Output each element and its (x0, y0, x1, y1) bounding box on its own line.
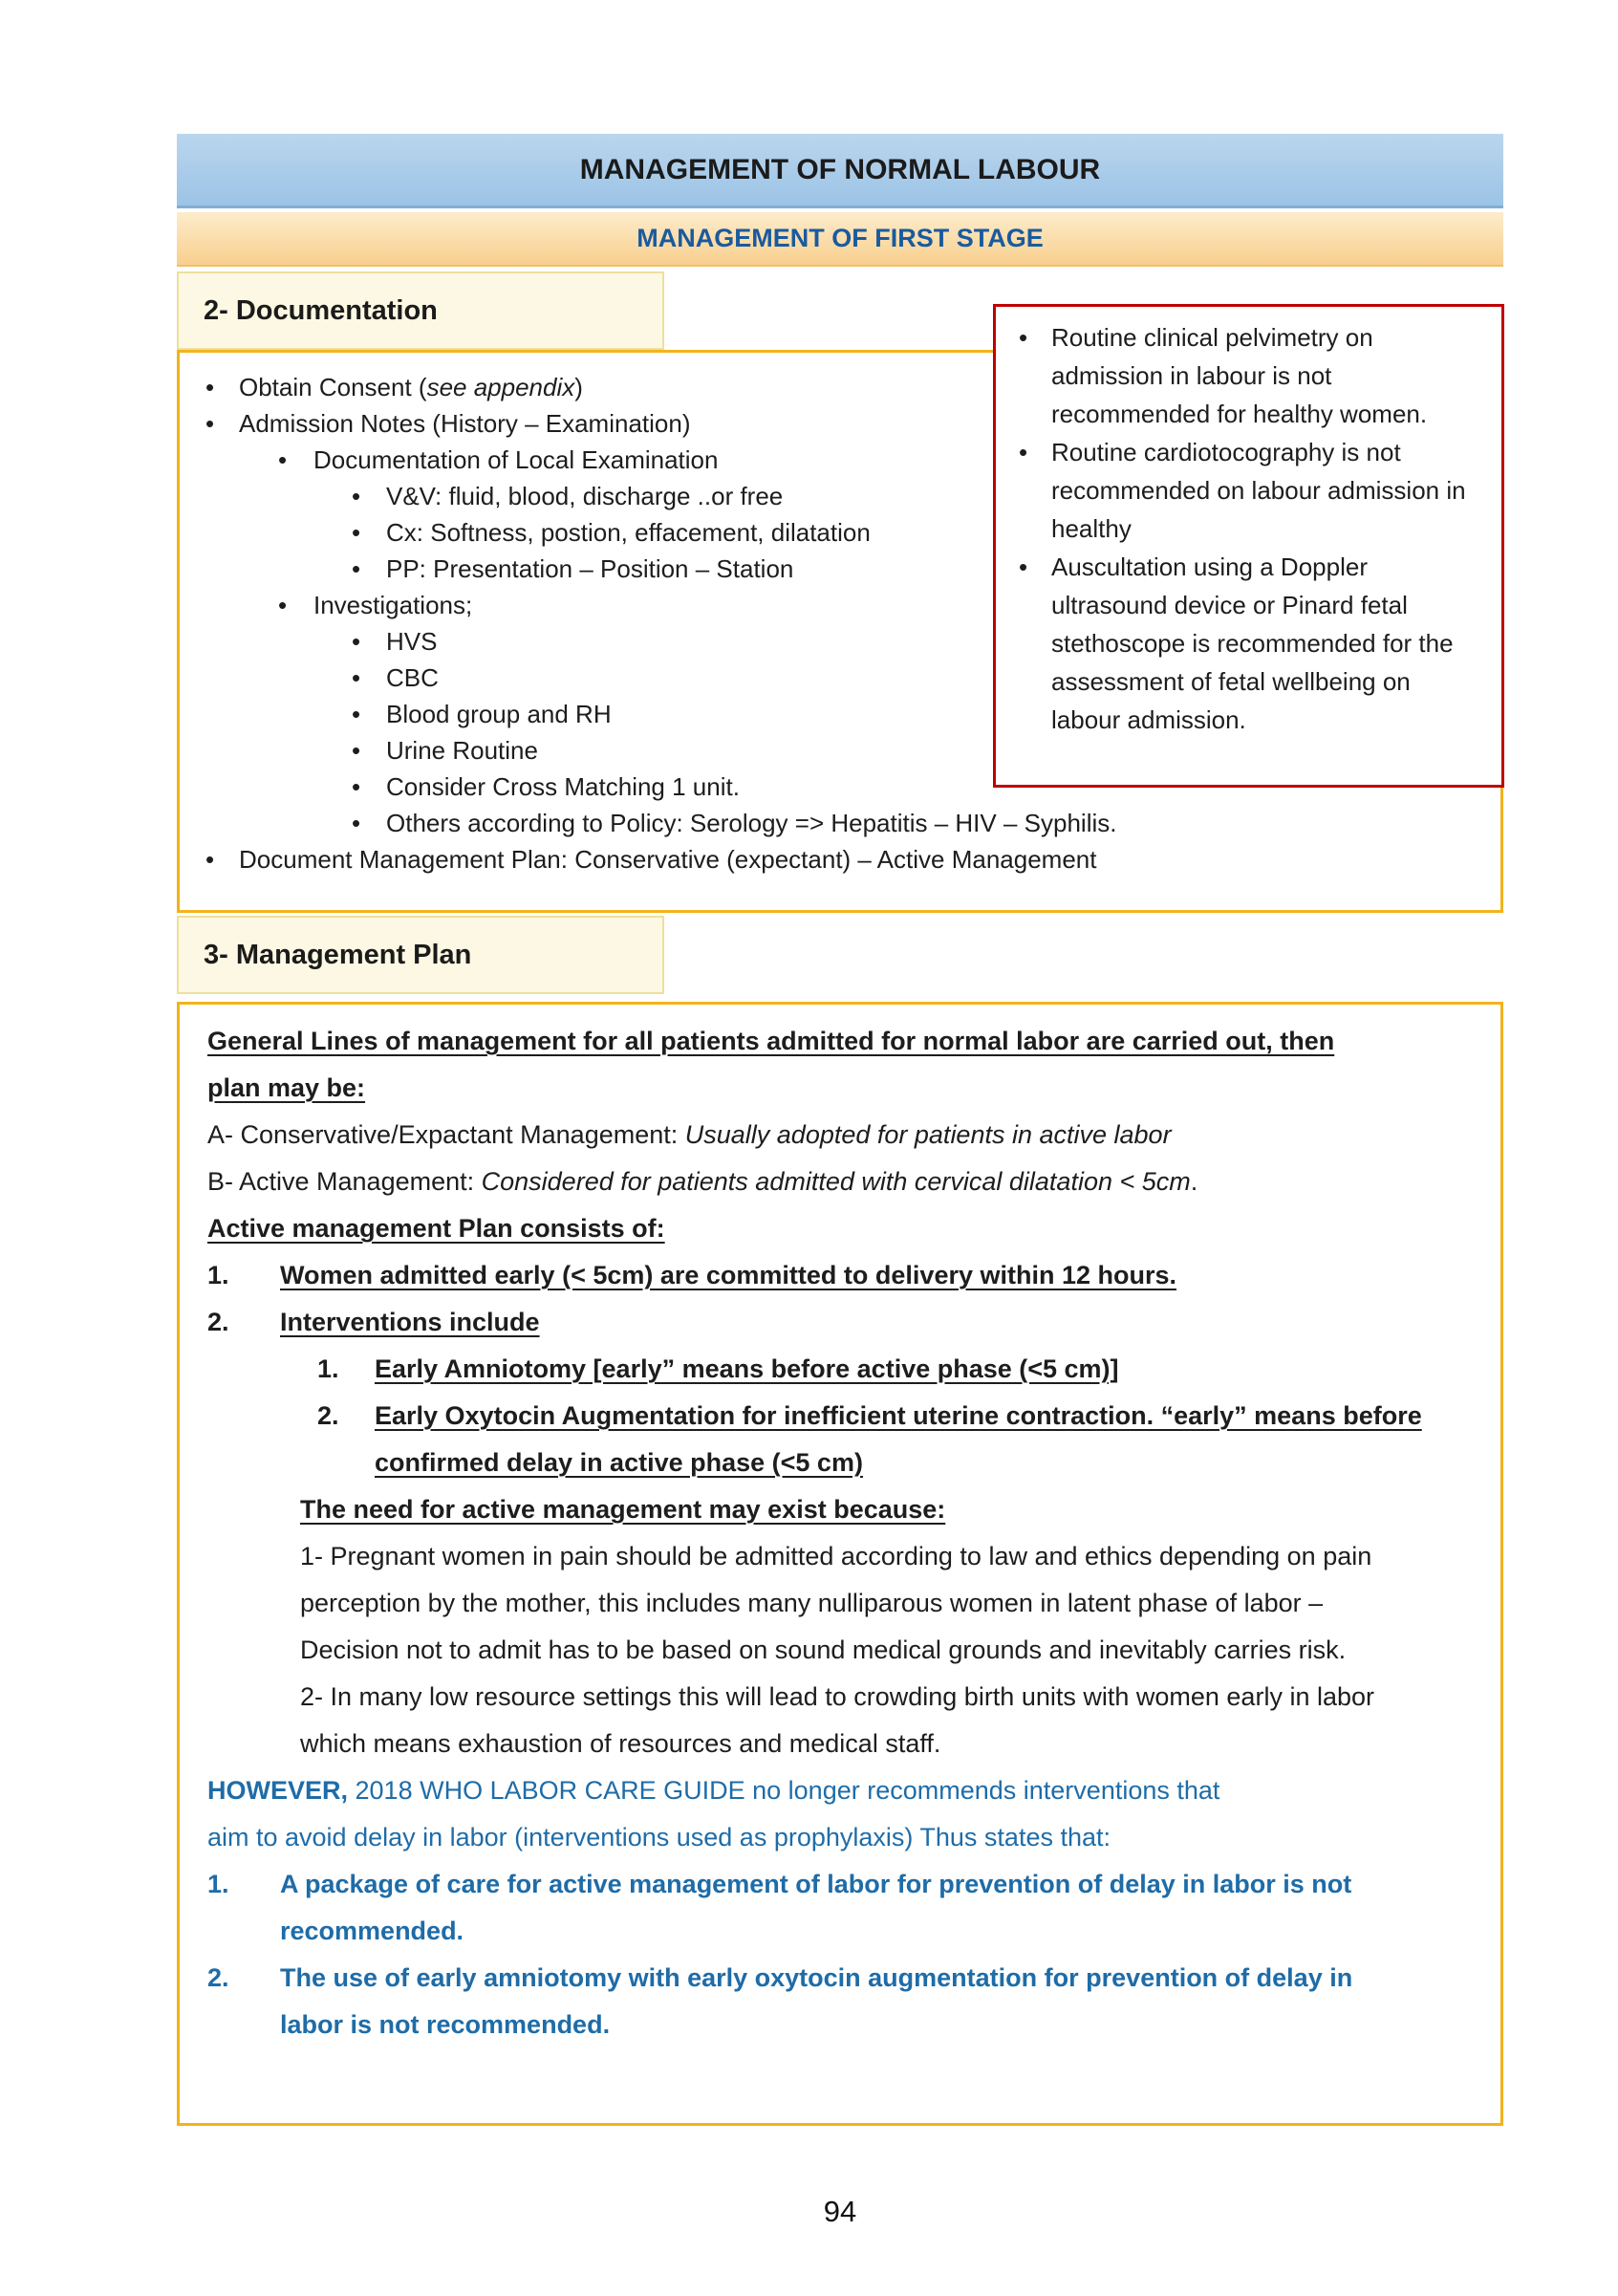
plan-line-active-plan-heading (207, 1205, 1474, 1252)
doc-item-text (386, 772, 740, 801)
recommendation-text: Auscultation using a Doppler ultrasound device or Pinard fetal stethoscope is recommended for the assessment of fetal wellbeing on labour admission. (1051, 552, 1454, 734)
bullet-icon: • (352, 736, 361, 765)
text-segment: Admission Notes (History – Examination) (239, 409, 691, 438)
bullet-icon: • (352, 700, 361, 728)
section-heading: 3- Management Plan (204, 939, 472, 970)
recommendation-item (996, 548, 1486, 739)
plan-line-text (300, 1495, 945, 1524)
list-number: 1. (207, 1261, 229, 1289)
bullet-icon: • (352, 772, 361, 801)
bullet-icon: • (352, 809, 361, 837)
plan-line-general-lines (207, 1018, 1392, 1112)
plan-line-text (300, 1542, 1371, 1664)
doc-item-text (386, 700, 612, 728)
text-segment: Documentation of Local Examination (313, 445, 719, 474)
recommendations-list (996, 318, 1486, 739)
text-segment: Early Amniotomy [early” means before active phase (<5 cm)] (375, 1354, 1119, 1383)
text-segment: HOWEVER, (207, 1776, 349, 1805)
doc-item-text (386, 518, 871, 547)
recommendations-box (993, 304, 1504, 788)
management-plan-box (177, 1002, 1503, 2126)
text-segment: Others according to Policy: Serology => Hepatitis – HIV – Syphilis. (386, 809, 1117, 837)
plan-line-text (207, 1120, 1172, 1149)
bullet-icon: • (278, 591, 288, 619)
plan-line-option-b (207, 1159, 1474, 1205)
bullet-icon: • (352, 627, 361, 656)
text-segment: Urine Routine (386, 736, 538, 765)
bullet-icon: • (352, 482, 361, 510)
section-heading: 2- Documentation (204, 294, 438, 326)
management-plan-content (180, 1005, 1500, 2048)
doc-list-item (180, 841, 1500, 877)
plan-line-option-a (207, 1112, 1474, 1159)
subtitle-bar (177, 212, 1503, 267)
plan-line-text (280, 1261, 1176, 1289)
recommendation-text: Routine clinical pelvimetry on admission in labour is not recommended for healthy women. (1051, 323, 1428, 428)
plan-line-who-rec-2 (207, 1955, 1385, 2048)
text-segment: Early Oxytocin Augmentation for inefficient uterine contraction. “early” means before confirmed delay in active phase (<5 cm) (375, 1401, 1422, 1477)
text-segment: Active management Plan consists of: (207, 1214, 665, 1243)
text-segment: The use of early amniotomy with early oxytocin augmentation for prevention of delay in labor is not recommended. (280, 1963, 1353, 2039)
plan-line-text (375, 1401, 1422, 1477)
bullet-icon: • (1019, 438, 1028, 466)
list-number: 1. (317, 1354, 339, 1383)
text-segment: V&V: fluid, blood, discharge ..or free (386, 482, 784, 510)
text-segment: B- Active Management: (207, 1167, 482, 1196)
text-segment: CBC (386, 663, 439, 692)
bullet-icon: • (278, 445, 288, 474)
text-segment: 1- Pregnant women in pain should be admitted according to law and ethics depending on pain perception by the mother, this includes many nulliparous women in latent phase of labor – Decision not to admit has to be based on sound medical grounds and inevitably carries risk. (300, 1542, 1372, 1664)
doc-item-text (239, 409, 691, 438)
text-segment: Women admitted early (< 5cm) are committed to delivery within 12 hours. (280, 1261, 1176, 1289)
bullet-icon: • (352, 663, 361, 692)
recommendation-item (996, 433, 1486, 548)
text-segment: 2018 WHO LABOR CARE GUIDE no longer recommends interventions that aim to avoid delay in labor (interventions used as prophylaxis) Thus states that: (207, 1776, 1220, 1852)
text-segment: Considered for patients admitted with cervical dilatation < 5cm (481, 1167, 1191, 1196)
text-segment: The need for active management may exist because: (300, 1495, 946, 1524)
bullet-icon: • (352, 518, 361, 547)
doc-item-text (239, 845, 1096, 874)
plan-line-plan-item-2 (207, 1299, 1474, 1346)
list-number: 2. (207, 1308, 229, 1336)
text-segment: Consider Cross Matching 1 unit. (386, 772, 740, 801)
doc-item-text (386, 482, 783, 510)
text-segment: Interventions include (280, 1308, 540, 1336)
plan-line-text (280, 1870, 1351, 1945)
text-segment: Usually adopted for patients in active labor (684, 1120, 1172, 1149)
doc-item-text (313, 591, 472, 619)
doc-item-text (386, 554, 793, 583)
plan-line-intervention-2 (207, 1393, 1474, 1486)
plan-line-who-note (207, 1767, 1259, 1861)
text-segment: Obtain Consent ( (239, 373, 427, 401)
text-segment: ) (574, 373, 583, 401)
text-segment: Document Management Plan: Conservative (expectant) – Active Management (239, 845, 1097, 874)
plan-line-text (207, 1776, 1219, 1852)
plan-line-plan-item-1 (207, 1252, 1474, 1299)
plan-line-who-rec-1 (207, 1861, 1385, 1955)
list-number: 2. (207, 1963, 229, 1992)
bullet-icon: • (205, 373, 215, 401)
doc-item-text (313, 445, 718, 474)
plan-line-text (300, 1682, 1374, 1758)
page-subtitle: MANAGEMENT OF FIRST STAGE (636, 224, 1044, 252)
plan-line-text (207, 1214, 665, 1243)
text-segment: PP: Presentation – Position – Station (386, 554, 794, 583)
plan-line-text (280, 1963, 1352, 2039)
text-segment: . (1190, 1167, 1198, 1196)
plan-line-text (375, 1354, 1119, 1383)
doc-item-text (386, 736, 538, 765)
text-segment: HVS (386, 627, 438, 656)
plan-line-need-heading (207, 1486, 1474, 1533)
text-segment: Blood group and RH (386, 700, 612, 728)
doc-item-text (386, 663, 439, 692)
bullet-icon: • (1019, 323, 1028, 352)
text-segment: A- Conservative/Expactant Management: (207, 1120, 685, 1149)
section-label-documentation (177, 271, 664, 350)
plan-line-text (207, 1027, 1334, 1102)
text-segment: A package of care for active management of labor for prevention of delay in labor is not recommended. (280, 1870, 1352, 1945)
bullet-icon: • (352, 554, 361, 583)
section-label-management-plan (177, 916, 664, 994)
text-segment: see appendix (426, 373, 575, 401)
page-number: 94 (823, 2195, 857, 2228)
doc-item-text (386, 627, 437, 656)
plan-line-intervention-1 (207, 1346, 1474, 1393)
bullet-icon: • (205, 409, 215, 438)
text-segment: General Lines of management for all patients admitted for normal labor are carried out, then plan may be: (207, 1027, 1335, 1102)
plan-line-reason-2 (207, 1674, 1406, 1767)
plan-line-text (280, 1308, 540, 1336)
list-number: 1. (207, 1870, 229, 1898)
text-segment: Cx: Softness, postion, effacement, dilatation (386, 518, 871, 547)
plan-line-reason-1 (207, 1533, 1406, 1674)
doc-list-item (180, 805, 1500, 841)
bullet-icon: • (1019, 552, 1028, 581)
recommendation-item (996, 318, 1486, 433)
text-segment: Investigations; (313, 591, 473, 619)
doc-item-text (239, 373, 583, 401)
main-title-bar (177, 134, 1503, 208)
bullet-icon: • (205, 845, 215, 874)
text-segment: 2- In many low resource settings this will lead to crowding birth units with women early in labor which means exhaustion of resources and medical staff. (300, 1682, 1374, 1758)
list-number: 2. (317, 1401, 339, 1430)
doc-item-text (386, 809, 1116, 837)
page-title: MANAGEMENT OF NORMAL LABOUR (579, 153, 1101, 185)
plan-line-text (207, 1167, 1197, 1196)
recommendation-text: Routine cardiotocography is not recommended on labour admission in healthy (1051, 438, 1466, 543)
